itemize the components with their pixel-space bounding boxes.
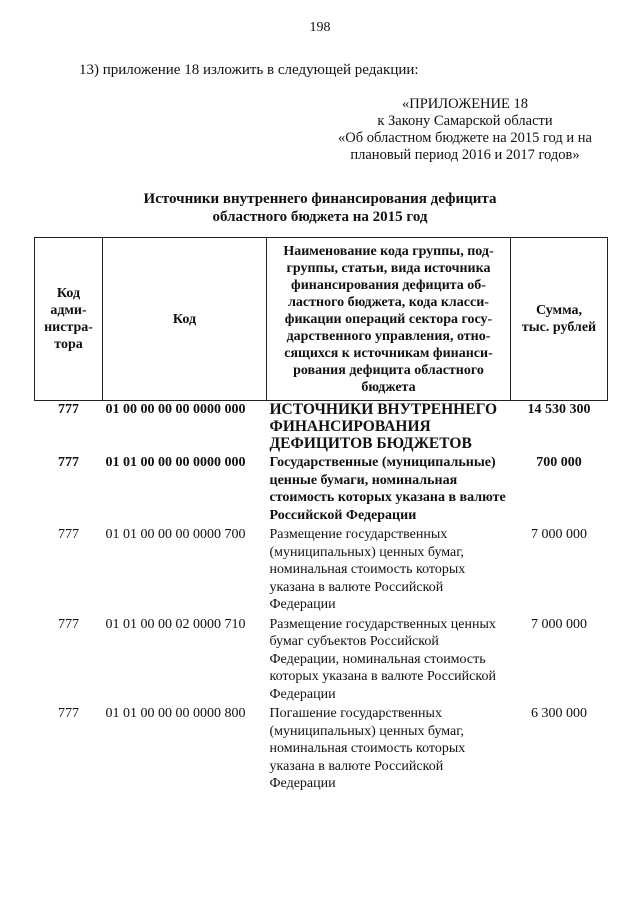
cell-sum: 6 300 000 [531,706,587,721]
table-row [35,616,608,706]
cell-code: 01 01 00 00 00 0000 800 [105,706,246,721]
table-row [35,401,608,455]
appendix-line: «ПРИЛОЖЕНИЕ 18 [402,96,528,112]
cell-admin: 777 [58,616,79,632]
page-number: 198 [309,20,331,35]
cell-sum: 7 000 000 [531,616,587,632]
cell-admin: 777 [58,402,79,417]
table-header-row [35,238,608,401]
cell-code: 01 00 00 00 00 0000 000 [105,402,246,417]
header-admin-code: Код адми- нистра- тора [35,238,103,401]
table-row [35,705,608,793]
cell-name: Государственные (муниципальные) ценные бумаги, номинальная стоимость которых указана в валюте Российской Федерации [269,455,506,523]
header-sum: Сумма, тыс. рублей [511,238,608,401]
cell-admin: 777 [58,527,79,542]
table-row [35,526,608,616]
cell-sum: 700 000 [536,455,582,470]
cell-name: ИСТОЧНИКИ ВНУТРЕННЕГО ФИНАНСИРОВАНИЯ ДЕФИЦИТОВ БЮДЖЕТОВ [269,401,498,452]
cell-sum: 14 530 300 [527,402,591,417]
header-code: Код [103,238,267,401]
appendix-line: к Закону Самарской области [377,113,553,129]
cell-admin: 777 [58,455,79,470]
appendix-reference [320,96,610,164]
cell-admin: 777 [58,706,79,721]
title-line: областного бюджета на 2015 год [212,209,428,225]
cell-code: 01 01 00 00 00 0000 000 [105,455,246,470]
title-line: Источники внутреннего финансирования дефицита [143,191,497,207]
cell-name: Размещение государственных (муниципальных) ценных бумаг, номинальная стоимость которых указана в валюте Российской Федерации [269,527,466,612]
cell-name: Размещение государственных ценных бумаг субъектов Российской Федерации, номинальная стоимость которых указана в валюте Российской Федерации [269,616,496,702]
intro-line: 13) приложение 18 изложить в следующей редакции: [79,62,419,78]
table-row [35,454,608,526]
appendix-line: плановый период 2016 и 2017 годов» [350,147,580,163]
document-title [0,190,640,226]
header-name: Наименование кода группы, под- группы, статьи, вида источника финансирования дефицита об- ластного бюджета, кода класси- фикации операций сектора госу- дарственного управления, отно- сящихся к источникам финанси- рования дефицита областного бюджета [267,238,511,401]
cell-sum: 7 000 000 [531,527,587,542]
cell-code: 01 01 00 00 00 0000 700 [105,527,246,542]
budget-sources-table [34,237,608,793]
appendix-line: «Об областном бюджете на 2015 год и на [338,130,592,146]
cell-code: 01 01 00 00 02 0000 710 [105,616,246,632]
cell-name: Погашение государственных (муниципальных) ценных бумаг, номинальная стоимость которых указана в валюте Российской Федерации [269,706,466,791]
